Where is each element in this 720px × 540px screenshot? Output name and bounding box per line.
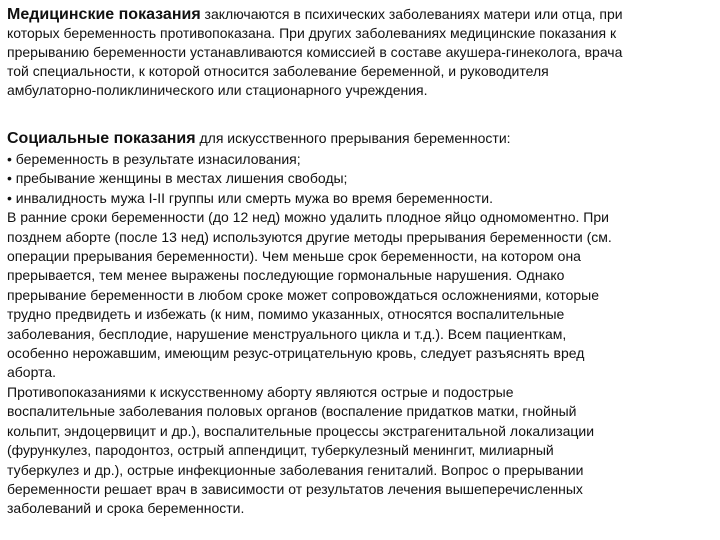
paragraph-line: беременности решает врач в зависимости от результатов лечения вышеперечисленных	[7, 480, 583, 497]
paragraph-line: заболеваний и срока беременности.	[7, 500, 245, 517]
list-item: • беременность в результате изнасилования;	[7, 151, 301, 167]
paragraph-line: В ранние сроки беременности (до 12 нед) можно удалить плодное яйцо одномоментно. При	[7, 209, 609, 226]
list-item: • инвалидность мужа I-II группы или смерть мужа во время беременности.	[7, 189, 493, 206]
paragraph-line: туберкулез и др.), острые инфекционные заболевания гениталий. Вопрос о прерывании	[7, 461, 584, 478]
paragraph-line: заболевания, бесплодие, нарушение менструального цикла и т.д.). Всем пациенткам,	[7, 325, 567, 342]
medical-indications-section	[7, 5, 713, 100]
paragraph-line	[7, 127, 713, 150]
paragraph-line: прерывание беременности в любом сроке может сопровождаться осложнениями, которые	[7, 286, 599, 303]
paragraph-line: которых беременность противопоказана. При других заболеваниях медицинские показания к	[7, 25, 617, 41]
paragraph-line: амбулаторно-поликлинического или стационарного учреждения.	[7, 82, 428, 98]
paragraph-line: кольпит, эндоцервицит и др.), воспалительные процессы экстрагенитальной локализации	[7, 422, 595, 439]
paragraph-line	[7, 5, 713, 24]
paragraph-line: Противопоказаниями к искусственному аборту являются острые и подострые	[7, 383, 514, 400]
paragraph-text: для искусственного прерывания беременности:	[195, 130, 511, 146]
list-item: • пребывание женщины в местах лишения свободы;	[7, 170, 348, 187]
paragraph-line: прерыванию беременности устанавливаются комиссией в составе акушера-гинеколога, врача	[7, 44, 623, 60]
paragraph-line: (фурункулез, пародонтоз, острый аппендицит, туберкулезный менингит, милиарный	[7, 442, 554, 459]
section-heading-social: Социальные показания	[7, 130, 196, 147]
paragraph-line: аборта.	[7, 364, 56, 381]
paragraph-line: той специальности, к которой относится заболевание беременной, и руководителя	[7, 63, 549, 79]
section-heading-medical: Медицинские показания	[7, 6, 201, 23]
paragraph-line: прерывается, тем менее выражены последующие гормональные нарушения. Однако	[7, 267, 565, 284]
paragraph-line: воспалительные заболевания половых органов (воспаление придатков матки, гнойный	[7, 403, 577, 420]
paragraph-line: позднем аборте (после 13 нед) используются другие методы прерывания беременности (см.	[7, 228, 612, 245]
paragraph-line: трудно предвидеть и избежать (к ним, помимо указанных, относятся воспалительные	[7, 306, 565, 323]
social-indications-section	[7, 127, 713, 519]
paragraph-line: операции прерывания беременности). Чем меньше срок беременности, на котором она	[7, 248, 581, 265]
paragraph-text: заключаются в психических заболеваниях матери или отца, при	[200, 6, 623, 22]
paragraph-line: особенно нерожавшим, имеющим резус-отрицательную кровь, следует разъяснять вред	[7, 345, 585, 362]
